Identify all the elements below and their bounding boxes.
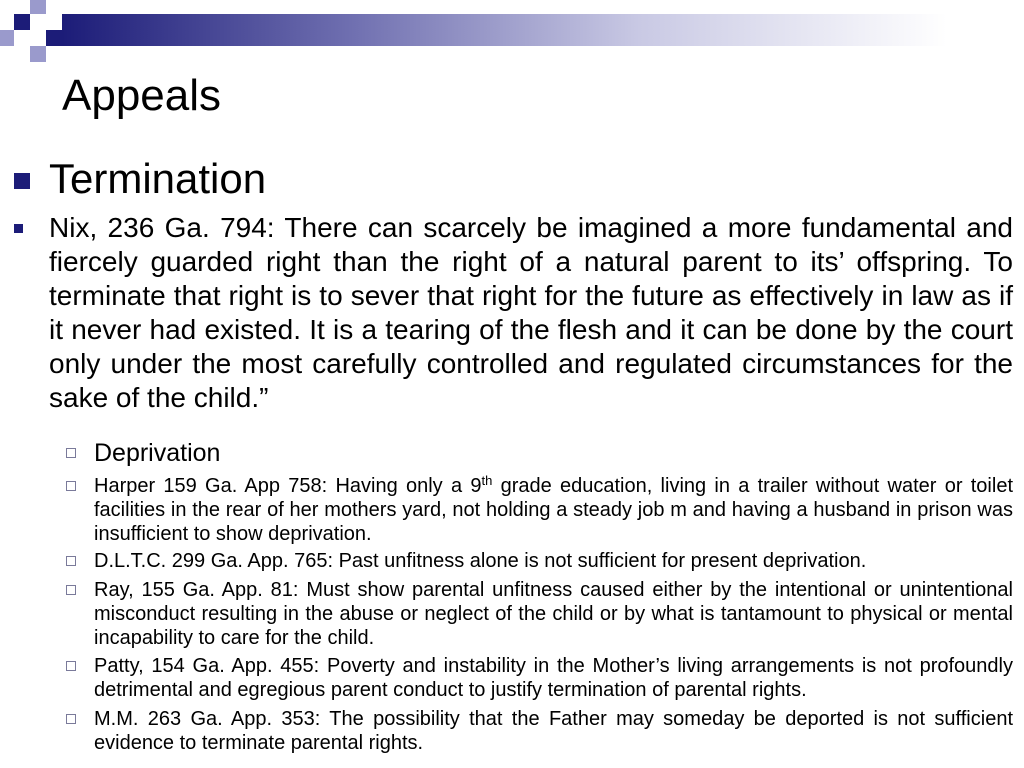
sub-bullet-item-patty (66, 654, 1013, 702)
sub-bullet-text-part: Harper 159 Ga. App 758: Having only a 9 (94, 475, 482, 497)
decor-square-light (0, 30, 14, 46)
slide-title: Appeals (62, 71, 222, 120)
bullet-text: Nix, 236 Ga. 794: There can scarcely be imagined a more fundamental and fiercely guarded right than the right of a natural parent to its’ offspring. To terminate that right is to sever that right for the future as effectively in law as if it never had existed. It is a tearing of the flesh and it can be done by the court only under the most carefully controlled and regulated circumstances for the sake of the child.” (49, 212, 1013, 413)
hollow-square-bullet-icon (66, 481, 76, 491)
bullet-item-termination (14, 155, 1013, 202)
decor-square-navy (14, 14, 30, 30)
hollow-square-bullet-icon (66, 556, 76, 566)
bullet-item-nix (14, 211, 1013, 415)
hollow-square-bullet-icon (66, 714, 76, 724)
hollow-square-bullet-icon (66, 448, 76, 458)
header-gradient-bar (62, 14, 1024, 46)
decor-square-navy (46, 30, 62, 46)
sub-bullet-text: Ray, 155 Ga. App. 81: Must show parental unfitness caused either by the intentional or unintentional misconduct resulting in the abuse or neglect of the child or by what is tantamount to physical or mental incapability to care for the child. (94, 579, 1013, 649)
sub-bullet-item-deprivation (66, 438, 1013, 468)
sub-bullet-item-ray (66, 578, 1013, 650)
sub-bullet-text: M.M. 263 Ga. App. 353: The possibility that the Father may someday be deported is not sufficient evidence to terminate parental rights. (94, 708, 1013, 754)
filled-square-bullet-icon (14, 173, 30, 189)
sub-bullet-text: Patty, 154 Ga. App. 455: Poverty and instability in the Mother’s living arrangements is not profoundly detrimental and egregious parent conduct to justify termination of parental rights. (94, 655, 1013, 701)
hollow-square-bullet-icon (66, 585, 76, 595)
sub-bullet-text: D.L.T.C. 299 Ga. App. 765: Past unfitness alone is not sufficient for present deprivation. (94, 550, 867, 572)
bullet-text: Termination (49, 155, 267, 202)
filled-square-bullet-icon (14, 224, 23, 233)
hollow-square-bullet-icon (66, 661, 76, 671)
sub-bullet-text (94, 474, 1013, 546)
sub-bullet-text-part: grade education, living in a trailer without water or toilet facilities in the rear of her mothers yard, not holding a steady job m and having a husband in prison was insufficient to show deprivation. (94, 475, 1013, 545)
sub-bullet-text: Deprivation (94, 439, 221, 467)
sub-bullet-item-harper (66, 474, 1013, 546)
sub-bullet-item-dltc (66, 549, 1013, 573)
superscript-text: th (481, 473, 493, 488)
decor-square-light (30, 46, 46, 62)
sub-bullet-item-mm (66, 707, 1013, 755)
decor-square-light (30, 0, 46, 14)
